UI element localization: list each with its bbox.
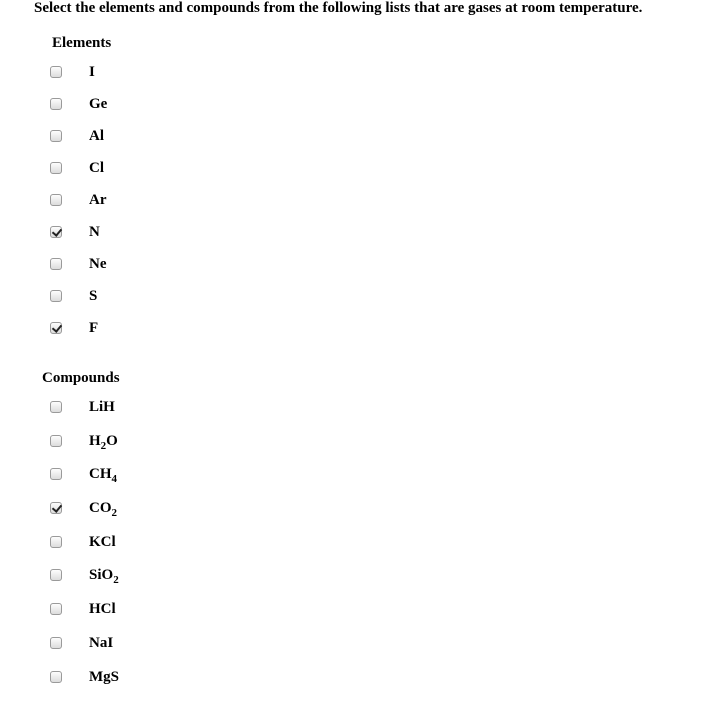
compound-label: MgS bbox=[89, 668, 119, 685]
element-label: Cl bbox=[89, 160, 104, 176]
element-label: Al bbox=[89, 128, 104, 144]
compound-label: $CH_4$ bbox=[89, 466, 117, 486]
checkbox-element-cl[interactable] bbox=[50, 162, 62, 174]
compound-label: LiH bbox=[89, 399, 115, 415]
compound-label: HCl bbox=[89, 601, 116, 618]
list-item-element bbox=[0, 57, 714, 89]
element-label: Ne bbox=[89, 256, 107, 272]
question-text: Select the elements and compounds from the following lists that are gases at room temperature. bbox=[34, 0, 643, 16]
compounds-heading: Compounds bbox=[42, 370, 120, 386]
checkbox-compound-kcl[interactable] bbox=[50, 536, 62, 548]
checkbox-compound-mgs[interactable] bbox=[50, 671, 62, 683]
checkbox-element-ar[interactable] bbox=[50, 194, 62, 206]
list-item-compound bbox=[0, 392, 714, 426]
checkbox-element-i[interactable] bbox=[50, 66, 62, 78]
elements-heading: Elements bbox=[52, 35, 112, 51]
checkbox-compound-sio2[interactable] bbox=[50, 569, 62, 581]
list-item-compound bbox=[0, 527, 714, 561]
list-item-compound bbox=[0, 426, 714, 460]
checkbox-compound-co2[interactable] bbox=[50, 502, 62, 514]
checkbox-compound-ch4[interactable] bbox=[50, 468, 62, 480]
list-item-element bbox=[0, 89, 714, 121]
checkbox-element-n[interactable] bbox=[50, 226, 62, 238]
element-label: I bbox=[89, 64, 95, 80]
list-item-compound bbox=[0, 493, 714, 527]
element-label: Ar bbox=[89, 192, 107, 208]
list-item-element bbox=[0, 153, 714, 185]
list-item-element bbox=[0, 121, 714, 153]
list-item-element bbox=[0, 249, 714, 281]
checkbox-compound-nai[interactable] bbox=[50, 637, 62, 649]
compound-label: SiO$_2$ bbox=[89, 567, 119, 587]
compound-label: NaI bbox=[89, 634, 114, 651]
list-item-element bbox=[0, 281, 714, 313]
list-item-element bbox=[0, 217, 714, 249]
checkbox-element-al[interactable] bbox=[50, 130, 62, 142]
list-item-compound bbox=[0, 459, 714, 493]
element-label: N bbox=[89, 224, 100, 240]
checkbox-element-ne[interactable] bbox=[50, 258, 62, 270]
list-item-compound bbox=[0, 662, 714, 696]
compound-label: $H_2O$ bbox=[89, 432, 118, 452]
compounds-list bbox=[0, 392, 714, 695]
list-item-compound bbox=[0, 560, 714, 594]
list-item-element bbox=[0, 185, 714, 217]
element-label: F bbox=[89, 320, 99, 336]
elements-list bbox=[0, 57, 714, 345]
list-item-element bbox=[0, 313, 714, 345]
checkbox-compound-h2o[interactable] bbox=[50, 435, 62, 447]
element-label: S bbox=[89, 288, 98, 304]
checkbox-compound-hcl[interactable] bbox=[50, 603, 62, 615]
compound-label: KCl bbox=[89, 533, 116, 550]
checkbox-element-ge[interactable] bbox=[50, 98, 62, 110]
list-item-compound bbox=[0, 594, 714, 628]
list-item-compound bbox=[0, 628, 714, 662]
checkbox-compound-lih[interactable] bbox=[50, 401, 62, 413]
compound-label: $CO_2$ bbox=[89, 500, 117, 520]
checkbox-element-f[interactable] bbox=[50, 322, 62, 334]
checkbox-element-s[interactable] bbox=[50, 290, 62, 302]
element-label: Ge bbox=[89, 96, 108, 112]
